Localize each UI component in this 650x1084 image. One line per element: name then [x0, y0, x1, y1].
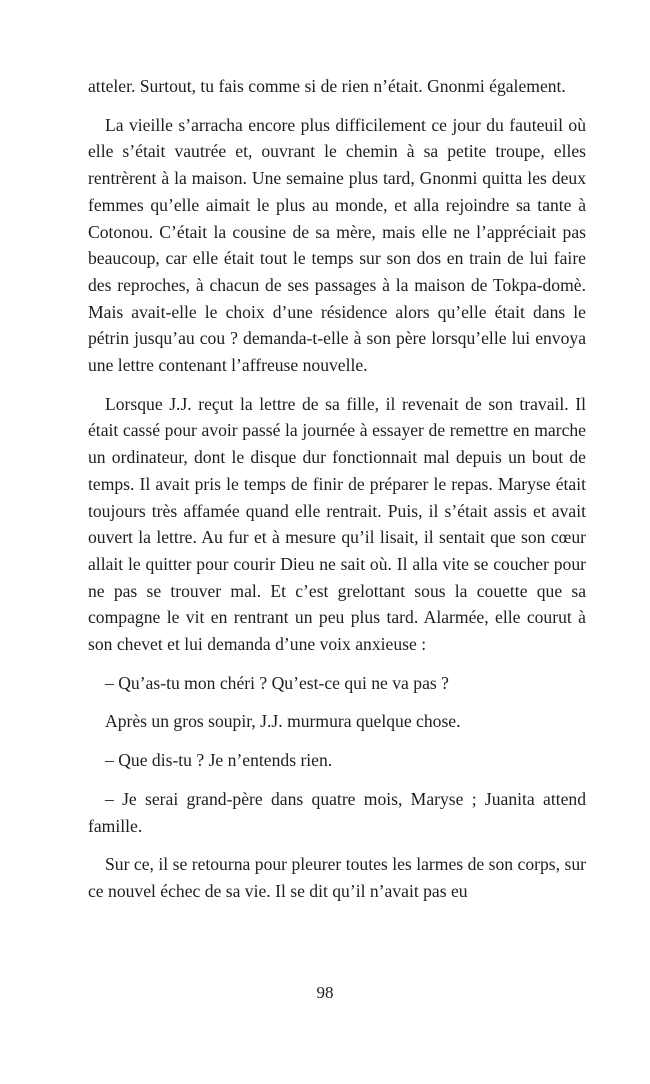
paragraph-3: Lorsque J.J. reçut la lettre de sa fille, il revenait de son travail. Il était cassé pour avoir passé la journée à essayer de remettre en marche un ordinateur, dont le disque dur fonctionnait mal depuis un bout de temps. Il avait pris le temps de finir de préparer le repas. Maryse était toujours très affamée quand elle rentrait. Puis, il s’était assis et avait ouvert la lettre. Au fur et à mesure qu’il lisait, il sentait que son cœur allait le quitter pour courir Dieu ne sait où. Il alla vite se coucher pour ne pas se trouver mal. Et c’est grelottant sous la couette que sa compagne le vit en rentrant un peu plus tard. Alarmée, elle courut à son chevet et lui demanda d’une voix anxieuse :: [88, 393, 586, 655]
dialogue-line-2: – Que dis-tu ? Je n’entends rien.: [105, 750, 333, 771]
paragraph-2: La vieille s’arracha encore plus difficilement ce jour du fauteuil où elle s’était vautrée et, ouvrant le chemin à sa petite troupe, elles rentrèrent à la maison. Une semaine plus tard, Gnonmi quitta les deux femmes qu’elle aimait le plus au monde, et alla rejoindre sa tante à Cotonou. C’était la cousine de sa mère, mais elle ne l’appréciait pas beaucoup, car elle était tout le temps sur son dos en train de lui faire des reproches, à chacun de ses passages à la maison de Tokpa-domè. Mais avait-elle le choix d’une résidence alors qu’elle était dans le pétrin jusqu’au cou ? demanda-t-elle à son père lorsqu’elle lui envoya une lettre contenant l’affreuse nouvelle.: [88, 114, 586, 376]
page-body: [88, 73, 586, 917]
paragraph-5: Sur ce, il se retourna pour pleurer toutes les larmes de son corps, sur ce nouvel échec de sa vie. Il se dit qu’il n’avait pas eu: [88, 854, 586, 901]
paragraph-1: atteler. Surtout, tu fais comme si de rien n’était. Gnonmi également.: [88, 76, 566, 96]
dialogue-line-1: – Qu’as-tu mon chéri ? Qu’est-ce qui ne va pas ?: [105, 672, 449, 693]
dialogue-line-3: – Je serai grand-père dans quatre mois, Maryse ; Juanita attend famille.: [88, 788, 586, 836]
page-number: 98: [316, 983, 334, 1002]
paragraph-4: Après un gros soupir, J.J. murmura quelque chose.: [105, 711, 461, 732]
